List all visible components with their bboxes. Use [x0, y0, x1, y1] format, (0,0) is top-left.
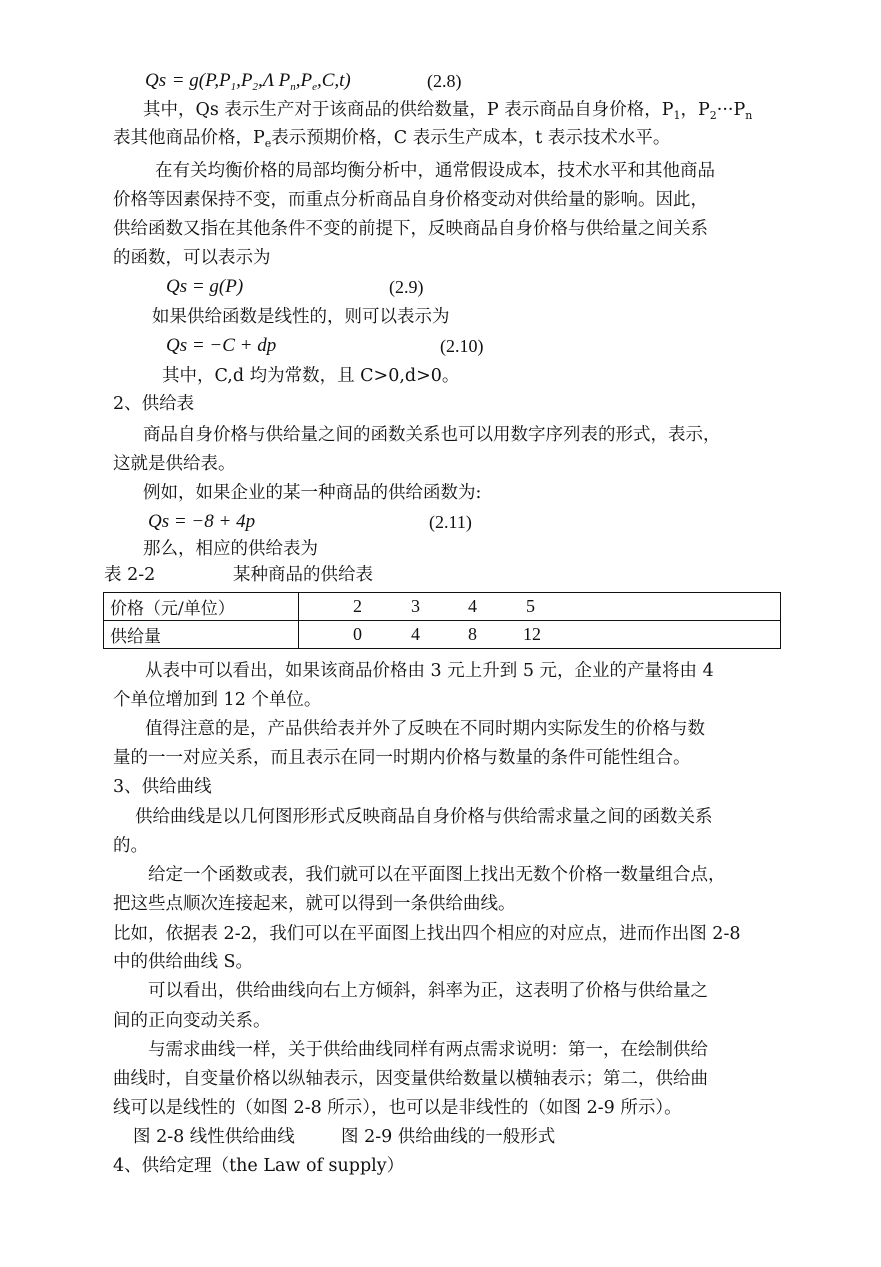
table-cell: 5: [526, 596, 535, 616]
table-row: [104, 593, 781, 621]
supply-table: [103, 592, 781, 649]
equation-2-10: Qs = −C + dp: [166, 335, 277, 356]
paragraph-line: 供给曲线是以几何图形形式反映商品自身价格与供给需求量之间的函数关系: [135, 807, 713, 827]
table-cell: 3: [411, 596, 420, 616]
paragraph-line: 中的供给曲线 S。: [113, 952, 254, 972]
table-header-price: 价格（元/单位）: [104, 593, 299, 621]
paragraph-line: 如果供给函数是线性的，则可以表示为: [152, 307, 450, 327]
paragraph-line: 其中，Qs 表示生产对于该商品的供给数量，P 表示商品自身价格，$P_1$，$P_2\cdot\cdot\cdot P_n$: [143, 100, 753, 122]
table-number: 表 2-2: [104, 565, 156, 585]
paragraph-line: 量的一一对应关系，而且表示在同一时期内价格与数量的条件可能性组合。: [113, 748, 691, 768]
equation-number-2-9: (2.9): [389, 277, 424, 297]
paragraph-line: 曲线时，自变量价格以纵轴表示，因变量供给数量以横轴表示；第二，供给曲: [113, 1069, 708, 1089]
paragraph-line: 表其他商品价格，$P_e$表示预期价格，C 表示生产成本，t 表示技术水平。: [113, 128, 671, 150]
paragraph-line: 供给函数又指在其他条件不变的前提下，反映商品自身价格与供给量之间关系: [113, 219, 708, 239]
table-title: 某种商品的供给表: [233, 565, 373, 585]
equation-number-2-10: (2.10): [440, 336, 484, 356]
table-cell: 4: [411, 624, 420, 644]
paragraph-line: 从表中可以看出，如果该商品价格由 3 元上升到 5 元，企业的产量将由 4: [145, 661, 714, 681]
paragraph-line: 这就是供给表。: [113, 454, 236, 474]
paragraph-line: 可以看出，供给曲线向右上方倾斜，斜率为正，这表明了价格与供给量之: [148, 981, 708, 1001]
paragraph-line: 个单位增加到 12 个单位。: [113, 690, 322, 710]
paragraph-line: 的函数，可以表示为: [113, 248, 271, 268]
table-cells-quantities: [299, 621, 781, 649]
paragraph-line: 其中，C,d 均为常数，且 C>0,d>0。: [162, 366, 460, 386]
paragraph-line: 值得注意的是，产品供给表并外了反映在不同时期内实际发生的价格与数: [145, 719, 705, 739]
table-header-quantity: 供给量: [104, 621, 299, 649]
table-cell: 0: [353, 624, 362, 644]
equation-2-9: Qs = g(P): [166, 276, 244, 297]
figure-caption-2-8: 图 2-8 线性供给曲线: [133, 1127, 295, 1147]
section-heading: 4、供给定理（the Law of supply）: [113, 1156, 405, 1176]
paragraph-line: 商品自身价格与供给量之间的函数关系也可以用数字序列表的形式，表示，: [143, 425, 721, 445]
table-cell: 8: [468, 624, 477, 644]
paragraph-line: 给定一个函数或表，我们就可以在平面图上找出无数个价格一数量组合点，: [148, 865, 726, 885]
paragraph-line: 与需求曲线一样，关于供给曲线同样有两点需求说明：第一，在绘制供给: [148, 1040, 708, 1060]
paragraph-line: 例如，如果企业的某一种商品的供给函数为:: [143, 483, 482, 503]
paragraph-line: 在有关均衡价格的局部均衡分析中，通常假设成本，技术水平和其他商品: [155, 161, 715, 181]
figure-caption-2-9: 图 2-9 供给曲线的一般形式: [341, 1127, 556, 1147]
table-cells-prices: [299, 593, 781, 621]
table-cell: 4: [468, 596, 477, 616]
paragraph-line: 那么，相应的供给表为: [143, 539, 318, 559]
equation-2-11: Qs = −8 + 4p: [148, 511, 256, 532]
section-heading: 3、供给曲线: [113, 777, 212, 797]
paragraph-line: 线可以是线性的（如图 2-8 所示），也可以是非线性的（如图 2-9 所示）。: [113, 1098, 682, 1118]
paragraph-line: 把这些点顺次连接起来，就可以得到一条供给曲线。: [113, 894, 516, 914]
equation-number-2-11: (2.11): [429, 512, 472, 532]
paragraph-line: 的。: [113, 836, 148, 856]
table-cell: 2: [353, 596, 362, 616]
paragraph-line: 比如，依据表 2-2，我们可以在平面图上找出四个相应的对应点，进而作出图 2-8: [113, 924, 741, 944]
paragraph-line: 间的正向变动关系。: [113, 1011, 271, 1031]
equation-number-2-8: (2.8): [427, 71, 462, 91]
equation-2-8: $Qs = g(P,P_1,P_2,\Lambda$ $P_n,P_e,C,t$): [145, 70, 351, 93]
paragraph-line: 价格等因素保持不变，而重点分析商品自身价格变动对供给量的影响。因此，: [113, 190, 708, 210]
table-row: [104, 621, 781, 649]
table-cell: 12: [523, 624, 541, 644]
section-heading: 2、供给表: [113, 394, 195, 414]
